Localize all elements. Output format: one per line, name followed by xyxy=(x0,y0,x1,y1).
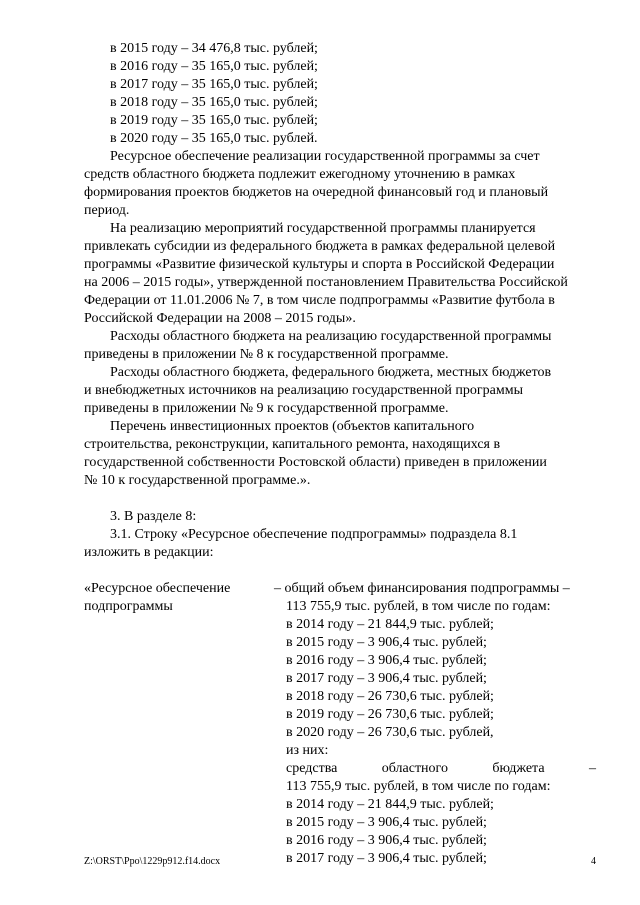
table-cell-value: в 2015 году – 3 906,4 тыс. рублей; xyxy=(286,815,487,830)
text-line: приведены в приложении № 8 к государственной программе. xyxy=(84,347,449,362)
table-cell-value: 113 755,9 тыс. рублей, в том числе по годам: xyxy=(286,779,551,794)
list-item: в 2020 году – 35 165,0 тыс. рублей. xyxy=(110,131,318,146)
table-cell-value: – общий объем финансирования подпрограммы – xyxy=(274,581,570,596)
table-row xyxy=(84,832,596,850)
text-line: средств областного бюджета подлежит ежегодному уточнению в рамках xyxy=(84,167,516,182)
text-line: изложить в редакции: xyxy=(84,545,214,560)
paragraph-appendix-10 xyxy=(84,418,596,490)
table-cell-label: «Ресурсное обеспечение xyxy=(84,581,231,596)
list-item: в 2019 году – 35 165,0 тыс. рублей; xyxy=(110,113,318,128)
table-cell-value: 113 755,9 тыс. рублей, в том числе по годам: xyxy=(286,599,551,614)
table-row xyxy=(84,598,596,616)
paragraph-budget-refinement xyxy=(84,148,596,220)
table-cell-value: в 2019 году – 26 730,6 тыс. рублей; xyxy=(286,707,494,722)
paragraph-appendix-9 xyxy=(84,364,596,418)
table-row xyxy=(84,778,596,796)
section-heading: 3. В разделе 8: xyxy=(110,509,197,524)
page-footer xyxy=(84,856,596,868)
text-line: на 2006 – 2015 годы», утвержденной постановлением Правительства Российской xyxy=(84,275,568,290)
text-line: строительства, реконструкции, капитального ремонта, находящихся в xyxy=(84,437,501,452)
table-row xyxy=(84,616,596,634)
text-line: Перечень инвестиционных проектов (объектов капитального xyxy=(110,419,475,434)
text-line: Расходы областного бюджета на реализацию государственной программы xyxy=(110,329,552,344)
text-line: привлекать субсидии из федерального бюджета в рамках федеральной целевой xyxy=(84,239,556,254)
table-cell-value: в 2014 году – 21 844,9 тыс. рублей; xyxy=(286,797,494,812)
text-line: период. xyxy=(84,203,130,218)
paragraph-appendix-8 xyxy=(84,328,596,364)
table-row xyxy=(84,796,596,814)
text-line: № 10 к государственной программе.». xyxy=(84,473,311,488)
table-cell-value: в 2017 году – 3 906,4 тыс. рублей; xyxy=(286,851,487,866)
text-span: средства xyxy=(286,761,338,776)
file-path: Z:\ORST\Ppo\1229p912.f14.docx xyxy=(84,856,221,867)
text-line: государственной собственности Ростовской области) приведен в приложении xyxy=(84,455,547,470)
text-span: – xyxy=(588,761,596,776)
table-row xyxy=(84,742,596,760)
list-item: в 2017 году – 35 165,0 тыс. рублей; xyxy=(110,77,318,92)
table-cell-value: в 2016 году – 3 906,4 тыс. рублей; xyxy=(286,833,487,848)
table-row xyxy=(84,652,596,670)
document-body xyxy=(84,40,596,868)
resource-table xyxy=(84,580,596,868)
text-span: Ресурсное обеспечение реализации государственной программы за счет xyxy=(110,149,540,164)
paragraph-federal-subsidies xyxy=(84,220,596,328)
table-row xyxy=(84,580,596,598)
table-row xyxy=(84,688,596,706)
table-row xyxy=(84,724,596,742)
table-cell-value: в 2016 году – 3 906,4 тыс. рублей; xyxy=(286,653,487,668)
text-line: На реализацию мероприятий государственной программы планируется xyxy=(110,221,536,236)
spacer xyxy=(84,562,596,580)
text-line: формирования проектов бюджетов на очередной финансовый год и плановый xyxy=(84,185,549,200)
list-item: в 2018 году – 35 165,0 тыс. рублей; xyxy=(110,95,318,110)
page-number: 4 xyxy=(591,856,596,867)
text-line: Расходы областного бюджета, федерального бюджета, местных бюджетов xyxy=(110,365,552,380)
text-span: областного xyxy=(381,761,448,776)
table-row xyxy=(84,670,596,688)
table-cell-value: из них: xyxy=(286,743,329,758)
table-cell-value: в 2020 году – 26 730,6 тыс. рублей, xyxy=(286,725,494,740)
text-line: 3.1. Строку «Ресурсное обеспечение подпрограммы» подраздела 8.1 xyxy=(110,527,518,542)
text-span: бюджета xyxy=(492,761,545,776)
table-cell-value: в 2015 году – 3 906,4 тыс. рублей; xyxy=(286,635,487,650)
table-cell-value: в 2018 году – 26 730,6 тыс. рублей; xyxy=(286,689,494,704)
table-row xyxy=(84,814,596,832)
table-cell-label: подпрограммы xyxy=(84,599,173,614)
text-line: программы «Развитие физической культуры и спорта в Российской Федерации xyxy=(84,257,555,272)
table-cell-value: в 2014 году – 21 844,9 тыс. рублей; xyxy=(286,617,494,632)
years-list-top xyxy=(84,40,596,148)
table-cell-value xyxy=(274,760,596,778)
text-line: Российской Федерации на 2008 – 2015 годы». xyxy=(84,311,356,326)
table-row xyxy=(84,634,596,652)
table-cell-value: в 2017 году – 3 906,4 тыс. рублей; xyxy=(286,671,487,686)
list-item: в 2016 году – 35 165,0 тыс. рублей; xyxy=(110,59,318,74)
table-row xyxy=(84,760,596,778)
text-line: и внебюджетных источников на реализацию государственной программы xyxy=(84,383,523,398)
text-line: Федерации от 11.01.2006 № 7, в том числе подпрограммы «Развитие футбола в xyxy=(84,293,555,308)
text-line xyxy=(84,148,596,166)
list-item: в 2015 году – 34 476,8 тыс. рублей; xyxy=(110,41,318,56)
spacer xyxy=(84,490,596,508)
text-line: приведены в приложении № 9 к государственной программе. xyxy=(84,401,449,416)
table-row xyxy=(84,706,596,724)
